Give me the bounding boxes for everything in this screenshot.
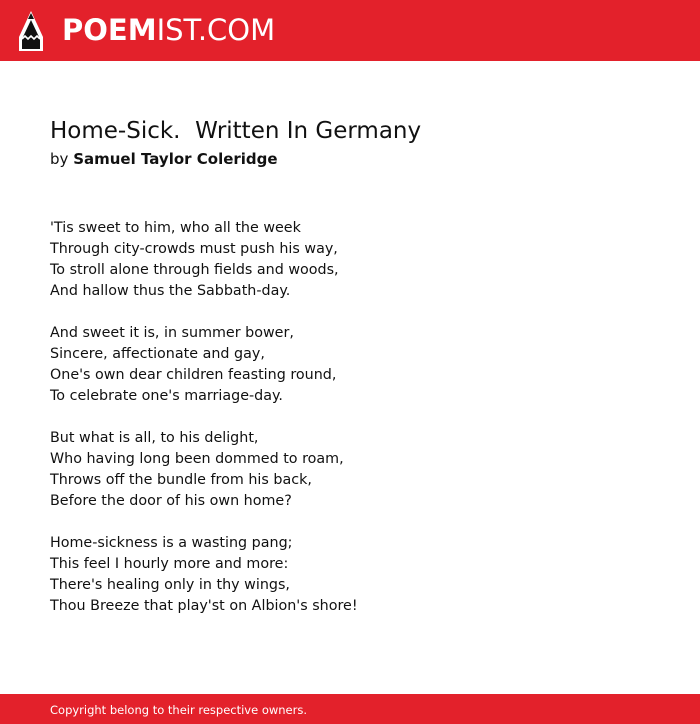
site-footer	[0, 694, 700, 724]
logo-light-text: IST.COM	[156, 13, 276, 47]
poem-line: Before the door of his own home?	[50, 493, 292, 509]
byline	[50, 148, 278, 170]
poem-line: Through city-crowds must push his way,	[50, 241, 338, 257]
poem-line: Thou Breeze that play'st on Albion's shore!	[50, 598, 358, 614]
author-name: Samuel Taylor Coleridge	[73, 150, 278, 168]
stanza	[50, 533, 358, 617]
copyright-text: Copyright belong to their respective owners.	[50, 703, 308, 717]
poem-line: To celebrate one's marriage-day.	[50, 388, 283, 404]
poem-line: Who having long been dommed to roam,	[50, 451, 344, 467]
poem-line: Throws off the bundle from his back,	[50, 472, 312, 488]
poem-line: Home-sickness is a wasting pang;	[50, 535, 293, 551]
site-logo[interactable]	[62, 12, 275, 48]
stanza	[50, 323, 358, 407]
stanza	[50, 218, 358, 302]
pencil-icon[interactable]	[18, 10, 44, 52]
poem-line: Sincere, affectionate and gay,	[50, 346, 265, 362]
poem-body	[50, 218, 358, 638]
logo-bold-text: POEM	[62, 13, 157, 47]
poem-line: 'Tis sweet to him, who all the week	[50, 220, 301, 236]
poem-line: One's own dear children feasting round,	[50, 367, 337, 383]
poem-title: Home-Sick. Written In Germany	[50, 118, 422, 144]
poem-line: This feel I hourly more and more:	[50, 556, 289, 572]
poem-line: And hallow thus the Sabbath-day.	[50, 283, 291, 299]
poem-line: There's healing only in thy wings,	[50, 577, 290, 593]
poem-line: But what is all, to his delight,	[50, 430, 259, 446]
poem-line: And sweet it is, in summer bower,	[50, 325, 294, 341]
poem-line: To stroll alone through fields and woods,	[50, 262, 339, 278]
site-header	[0, 0, 700, 61]
by-label: by	[50, 150, 69, 168]
stanza	[50, 428, 358, 512]
